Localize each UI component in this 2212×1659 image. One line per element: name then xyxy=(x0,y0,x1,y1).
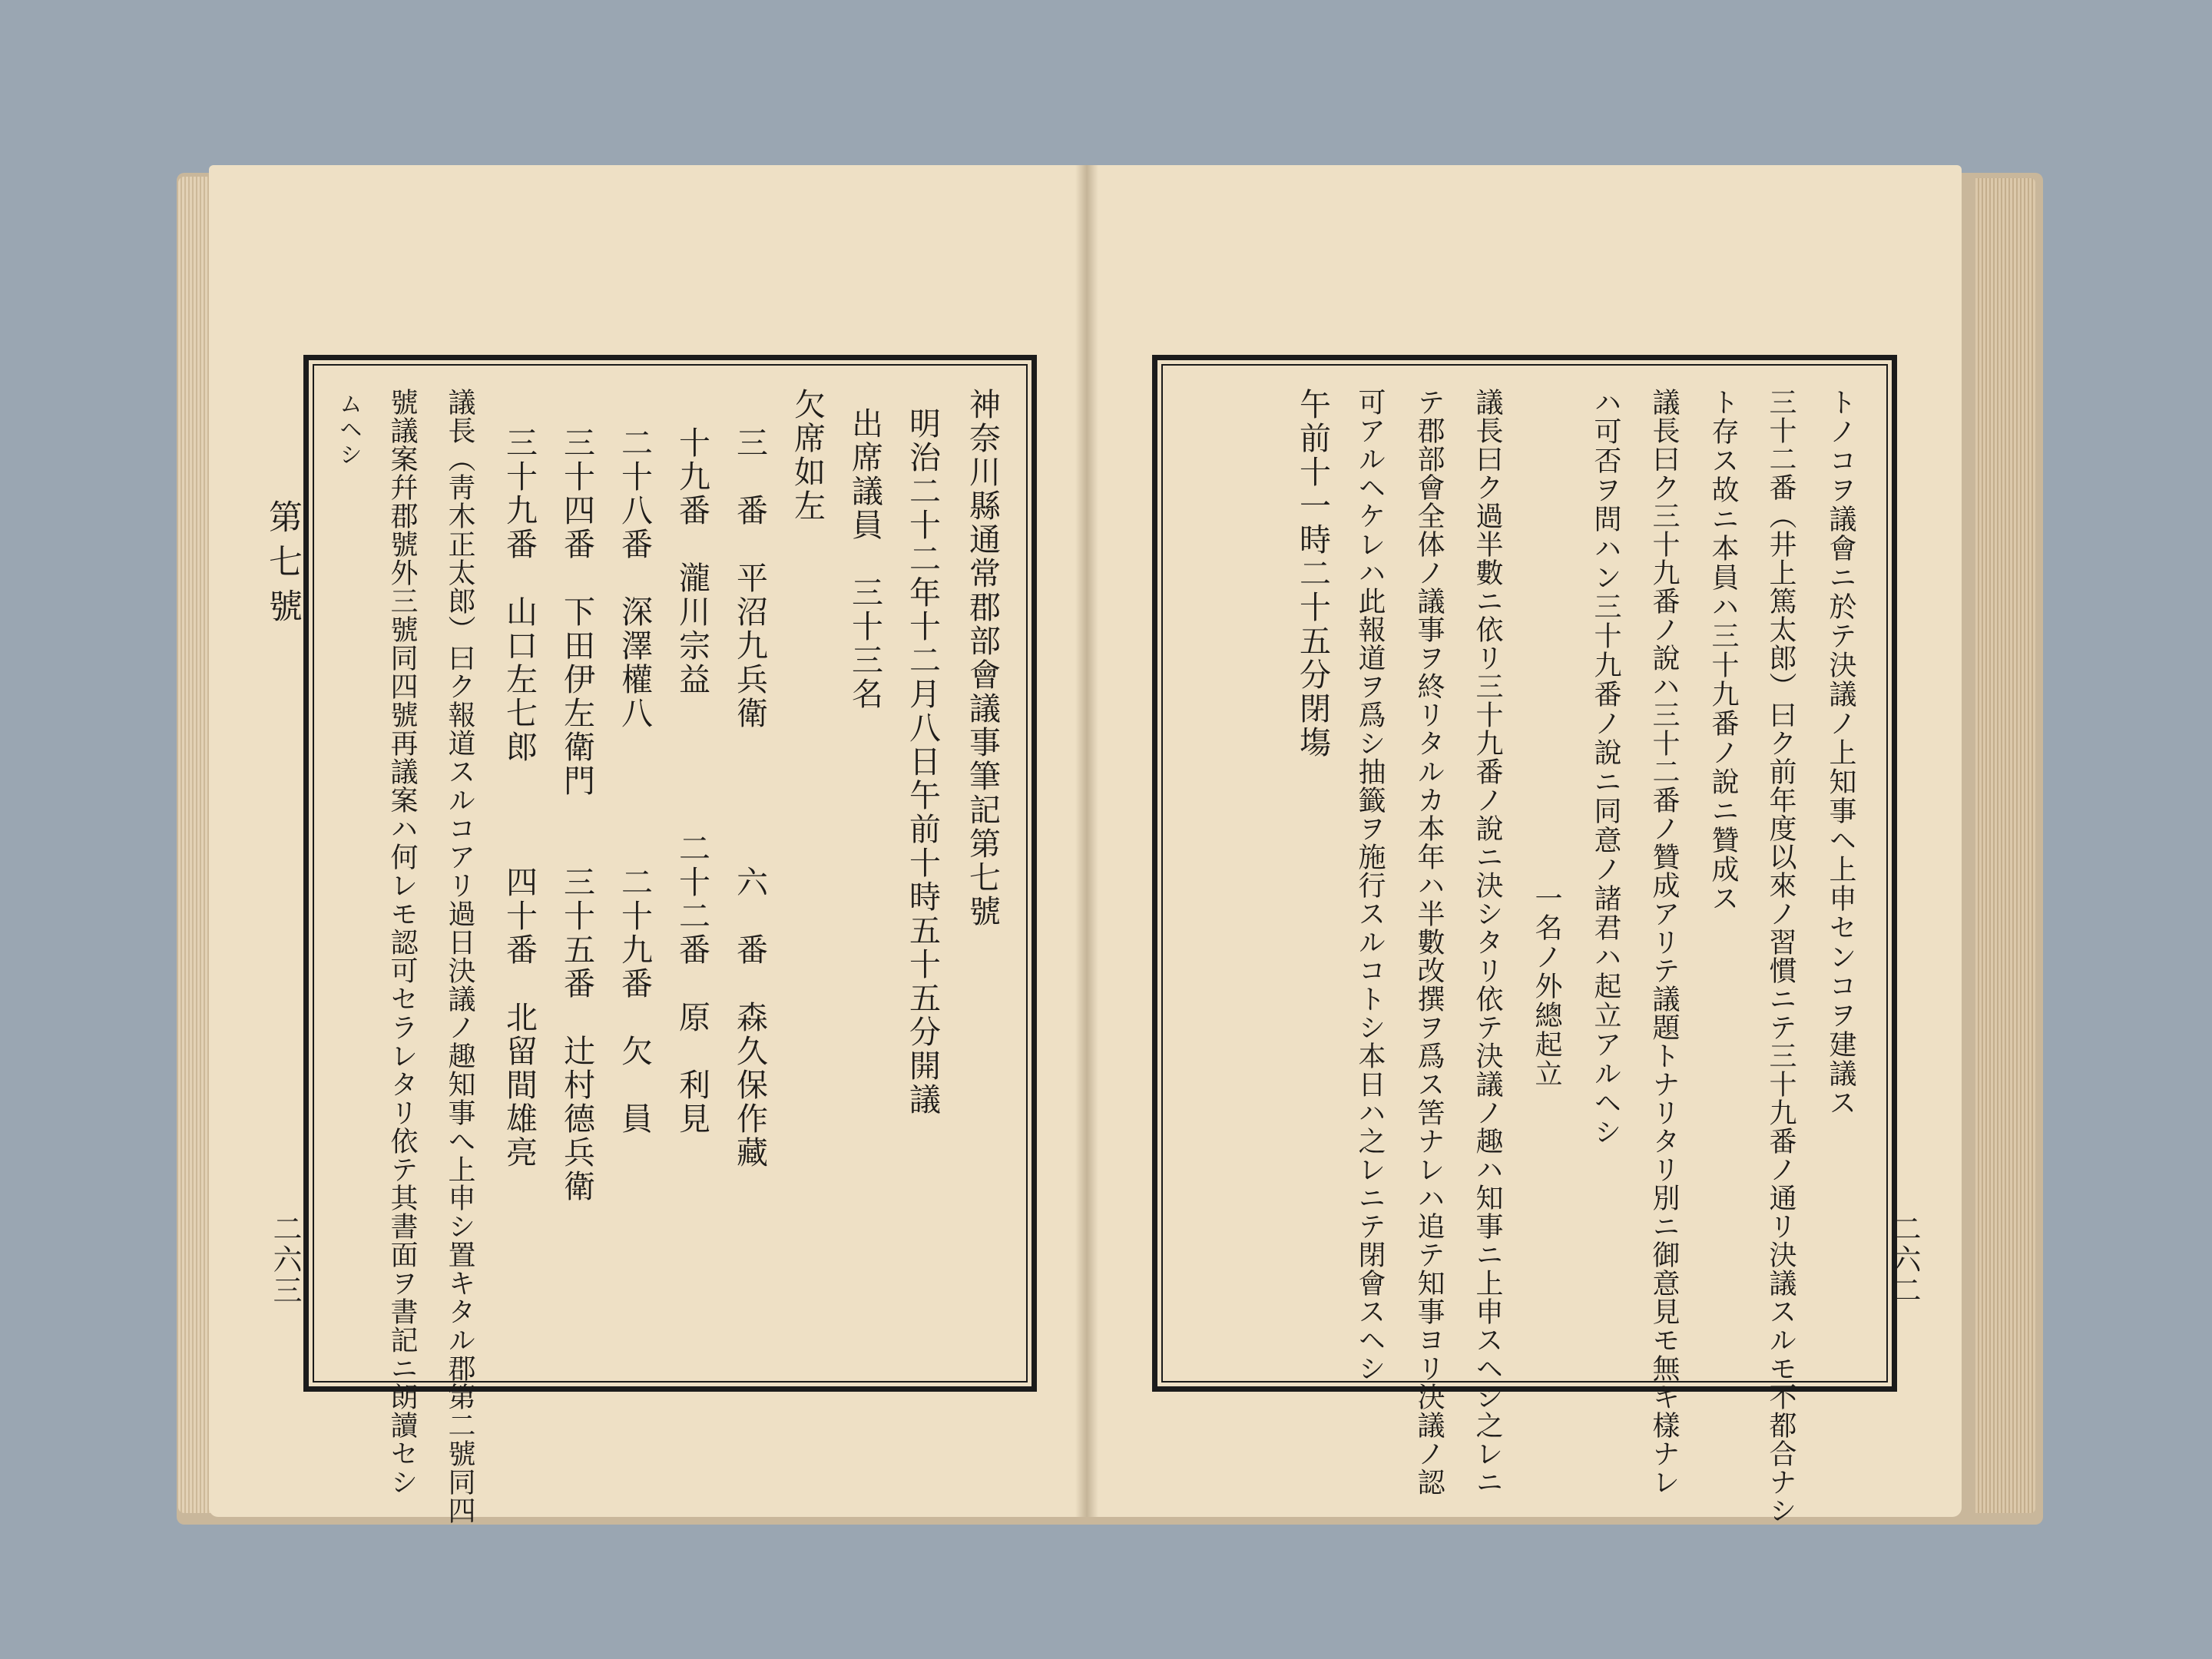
right-col-2: 三十二番（井上篤太郎）曰ク前年度以來ノ習慣ニテ三十九番ノ通リ決議スルモ不都合ナシ xyxy=(1765,388,1796,1525)
left-col-9: 三十九番 山口左七郎 四十番 北留間雄亮 xyxy=(501,426,538,1170)
left-col-6: 十九番 瀧川宗益 二十二番 原 利見 xyxy=(674,426,710,1136)
left-col-1: 神奈川縣通常郡部會議事筆記第七號 xyxy=(964,388,1001,929)
left-col-8: 三十四番 下田伊左衛門 三十五番 辻村德兵衛 xyxy=(558,426,595,1204)
page-edges-right xyxy=(1975,178,2035,1513)
left-col-12: ムヘシ xyxy=(335,392,362,468)
right-col-10: 午前十一時二十五分閉塲 xyxy=(1294,388,1331,760)
right-col-5: ハ可否ヲ問ハン三十九番ノ說ニ同意ノ諸君ハ起立アルヘシ xyxy=(1590,388,1621,1147)
left-col-10: 議長（靑木正太郎）曰ク報道スルコアリ過日決議ノ趣知事へ上申シ置キタル郡第二號同四 xyxy=(444,388,475,1525)
left-col-2: 明治二十二年十二月八日午前十時五十五分開議 xyxy=(904,407,941,1117)
right-col-6: 一名ノ外總起立 xyxy=(1531,388,1562,1088)
right-col-3: ト存ス故ニ本員ハ三十九番ノ說ニ贊成ス xyxy=(1707,388,1739,913)
right-col-8: テ郡部會全体ノ議事ヲ終リタルカ本年ハ半數改撰ヲ爲ス筈ナレハ追テ知事ヨリ決議ノ認 xyxy=(1413,388,1445,1496)
left-col-3: 出席議員 三十三名 xyxy=(846,407,883,711)
right-folio: 二六二 xyxy=(1887,1214,1921,1306)
right-col-1: トノコヲ議會ニ於テ決議ノ上知事ヘ上申センコヲ建議ス xyxy=(1825,388,1856,1118)
right-col-7: 議長曰ク過半數ニ依リ三十九番ノ說ニ決シタリ依テ決議ノ趣ハ知事ニ上申スヘシ之レニ xyxy=(1472,388,1503,1496)
left-header: 第七號 xyxy=(263,499,302,633)
left-col-5: 三 番 平沼九兵衛 六 番 森久保作藏 xyxy=(731,426,768,1170)
right-col-4: 議長曰ク三十九番ノ說ハ三十二番ノ贊成アリテ議題トナリタリ別ニ御意見モ無キ樣ナレ xyxy=(1648,388,1680,1496)
gutter xyxy=(1075,165,1098,1517)
right-col-9: 可アルヘケレハ此報道ヲ爲シ抽籤ヲ施行スルコトシ本日ハ之レニテ閉會スヘシ xyxy=(1354,388,1386,1382)
left-col-7: 二十八番 深澤權八 二十九番 欠 員 xyxy=(616,426,653,1136)
left-col-4: 欠席如左 xyxy=(789,388,826,523)
left-col-11: 號議案幷郡號外三號同四號再議案ハ何レモ認可セラレタリ依テ其書面ヲ書記ニ朗讀セシ xyxy=(386,388,418,1496)
left-folio: 二六三 xyxy=(268,1214,302,1306)
